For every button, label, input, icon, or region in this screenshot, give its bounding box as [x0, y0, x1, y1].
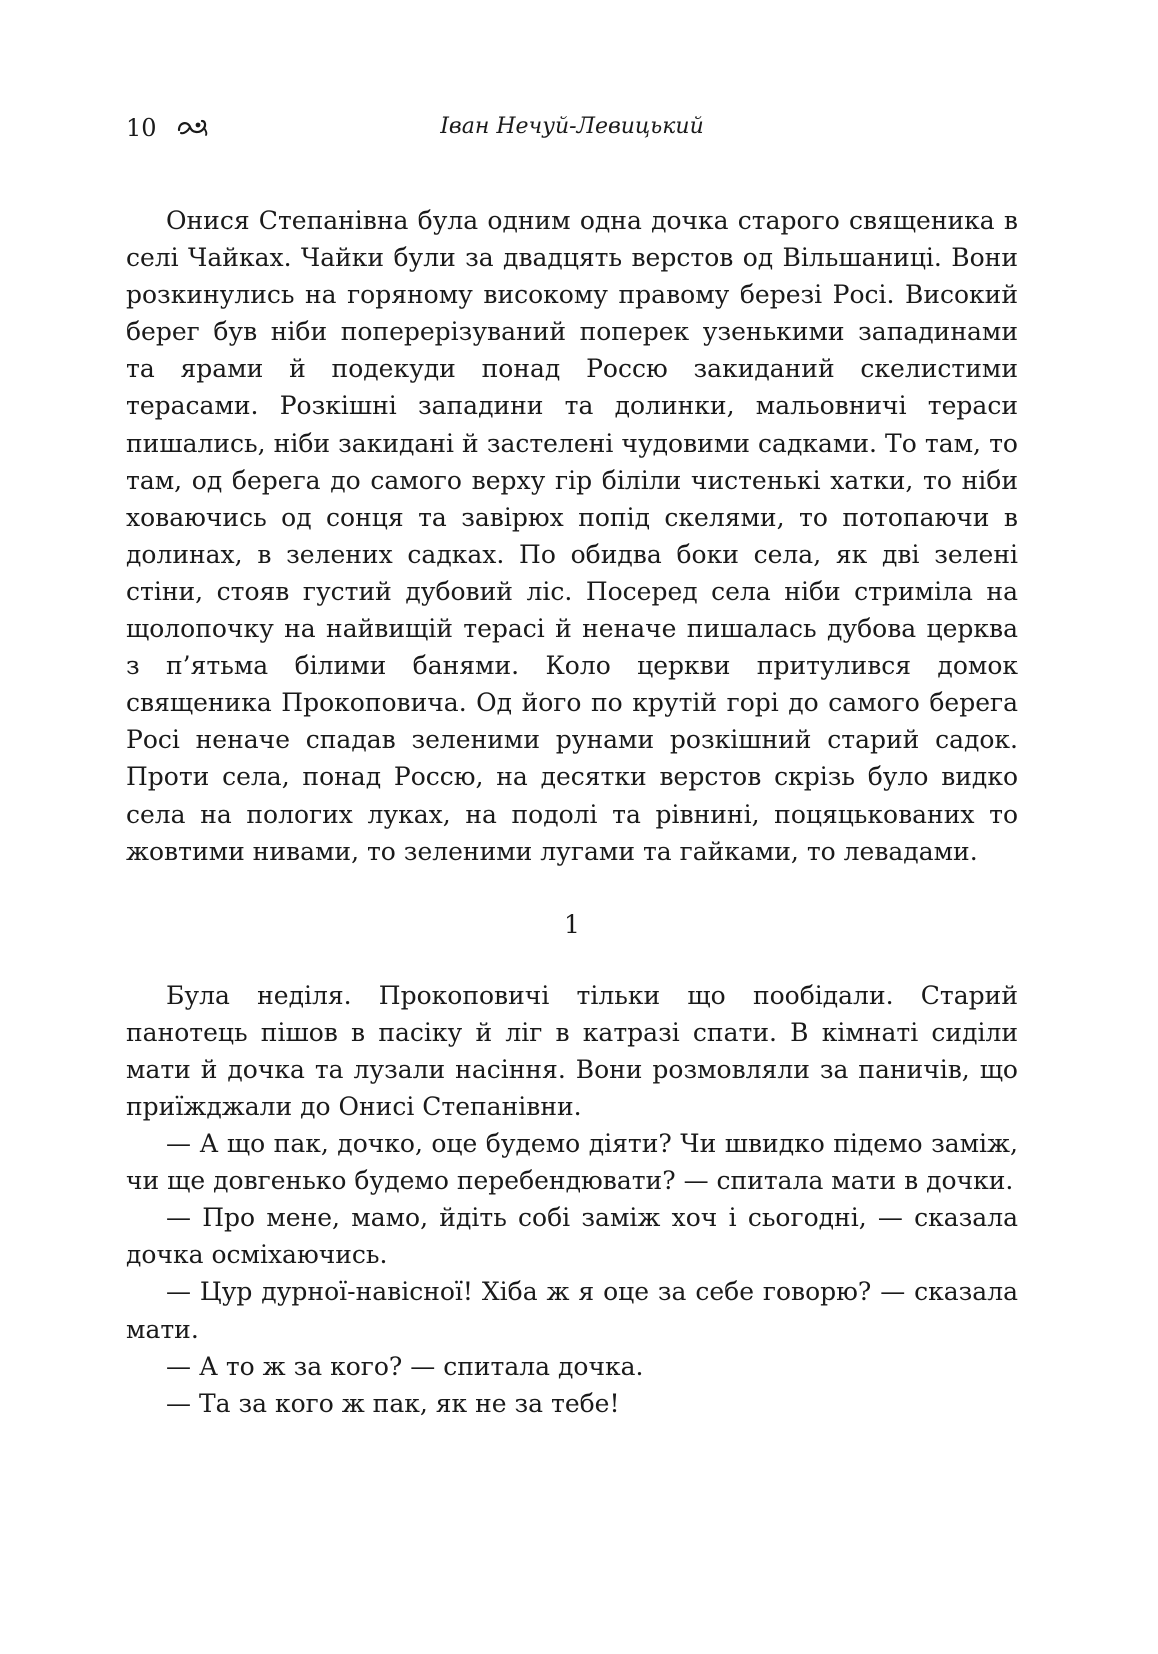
- intro-paragraph: Онися Степанівна була одним одна дочка старого священика в селі Чайках. Чайки були за двадцять верстов од Вільшаниці. Вони розкинулись на горяному високому правому березі Росі. Високий берег був ніби поперерізуваний поперек узенькими западинами та ярами й подекуди понад Россю закиданий скелистими терасами. Розкішні западини та долинки, мальовничі тераси пишались, ніби закидані й застелені чудовими садками. То там, то там, од берега до самого верху гір біліли чистенькі хатки, то ніби ховаючись од сонця та завірюх попід скелями, то потопаючи в долинах, в зелених садках. По обидва боки села, як дві зелені стіни, стояв густий дубовий ліс. Посеред села ніби стриміла на щолопочку на найвищій терасі й неначе пишалась дубова церква з п’ятьма білими банями. Коло церкви притулився домок священика Прокоповича. Од його по крутій горі до самого берега Росі неначе спадав зеленими рунами розкішний старий садок. Проти села, понад Россю, на десятки верстов скрізь було видко села на пологих луках, на подолі та рівнині, поцяцькованих то жовтими нивами, то зеленими лугами та гайками, то левадами.: [126, 206, 1018, 866]
- chapter-body: [126, 977, 1018, 1422]
- dialogue-line: — А що пак, дочко, оце будемо діяти? Чи швидко підемо заміж, чи ще довгенько будемо перебендювати? — спитала мати в дочки.: [126, 1129, 1018, 1196]
- dialogue-line: — Цур дурної-навісної! Хіба ж я оце за себе говорю? — сказала мати.: [126, 1277, 1018, 1344]
- chapter-number: 1: [564, 909, 580, 939]
- paragraph: Була неділя. Прокоповичі тільки що пообідали. Старий панотець пішов в пасіку й ліг в катразі спати. В кімнаті сиділи мати й дочка та лузали насіння. Вони розмовляли за паничів, що приїжджали до Онисі Степанівни.: [126, 980, 1018, 1121]
- intro-section: [126, 202, 1018, 870]
- dialogue-line: — Про мене, мамо, йдіть собі заміж хоч і сьогодні, — сказала дочка осміхаючись.: [126, 1203, 1018, 1270]
- dialogue-line: — А то ж за кого? — спитала дочка.: [166, 1351, 644, 1381]
- running-header: [126, 108, 1018, 152]
- page-number: 10: [126, 114, 157, 142]
- dialogue-line: — Та за кого ж пак, як не за тебе!: [166, 1388, 620, 1418]
- book-page: [126, 108, 1018, 1422]
- running-title: Іван Нечуй-Левицький: [440, 114, 704, 139]
